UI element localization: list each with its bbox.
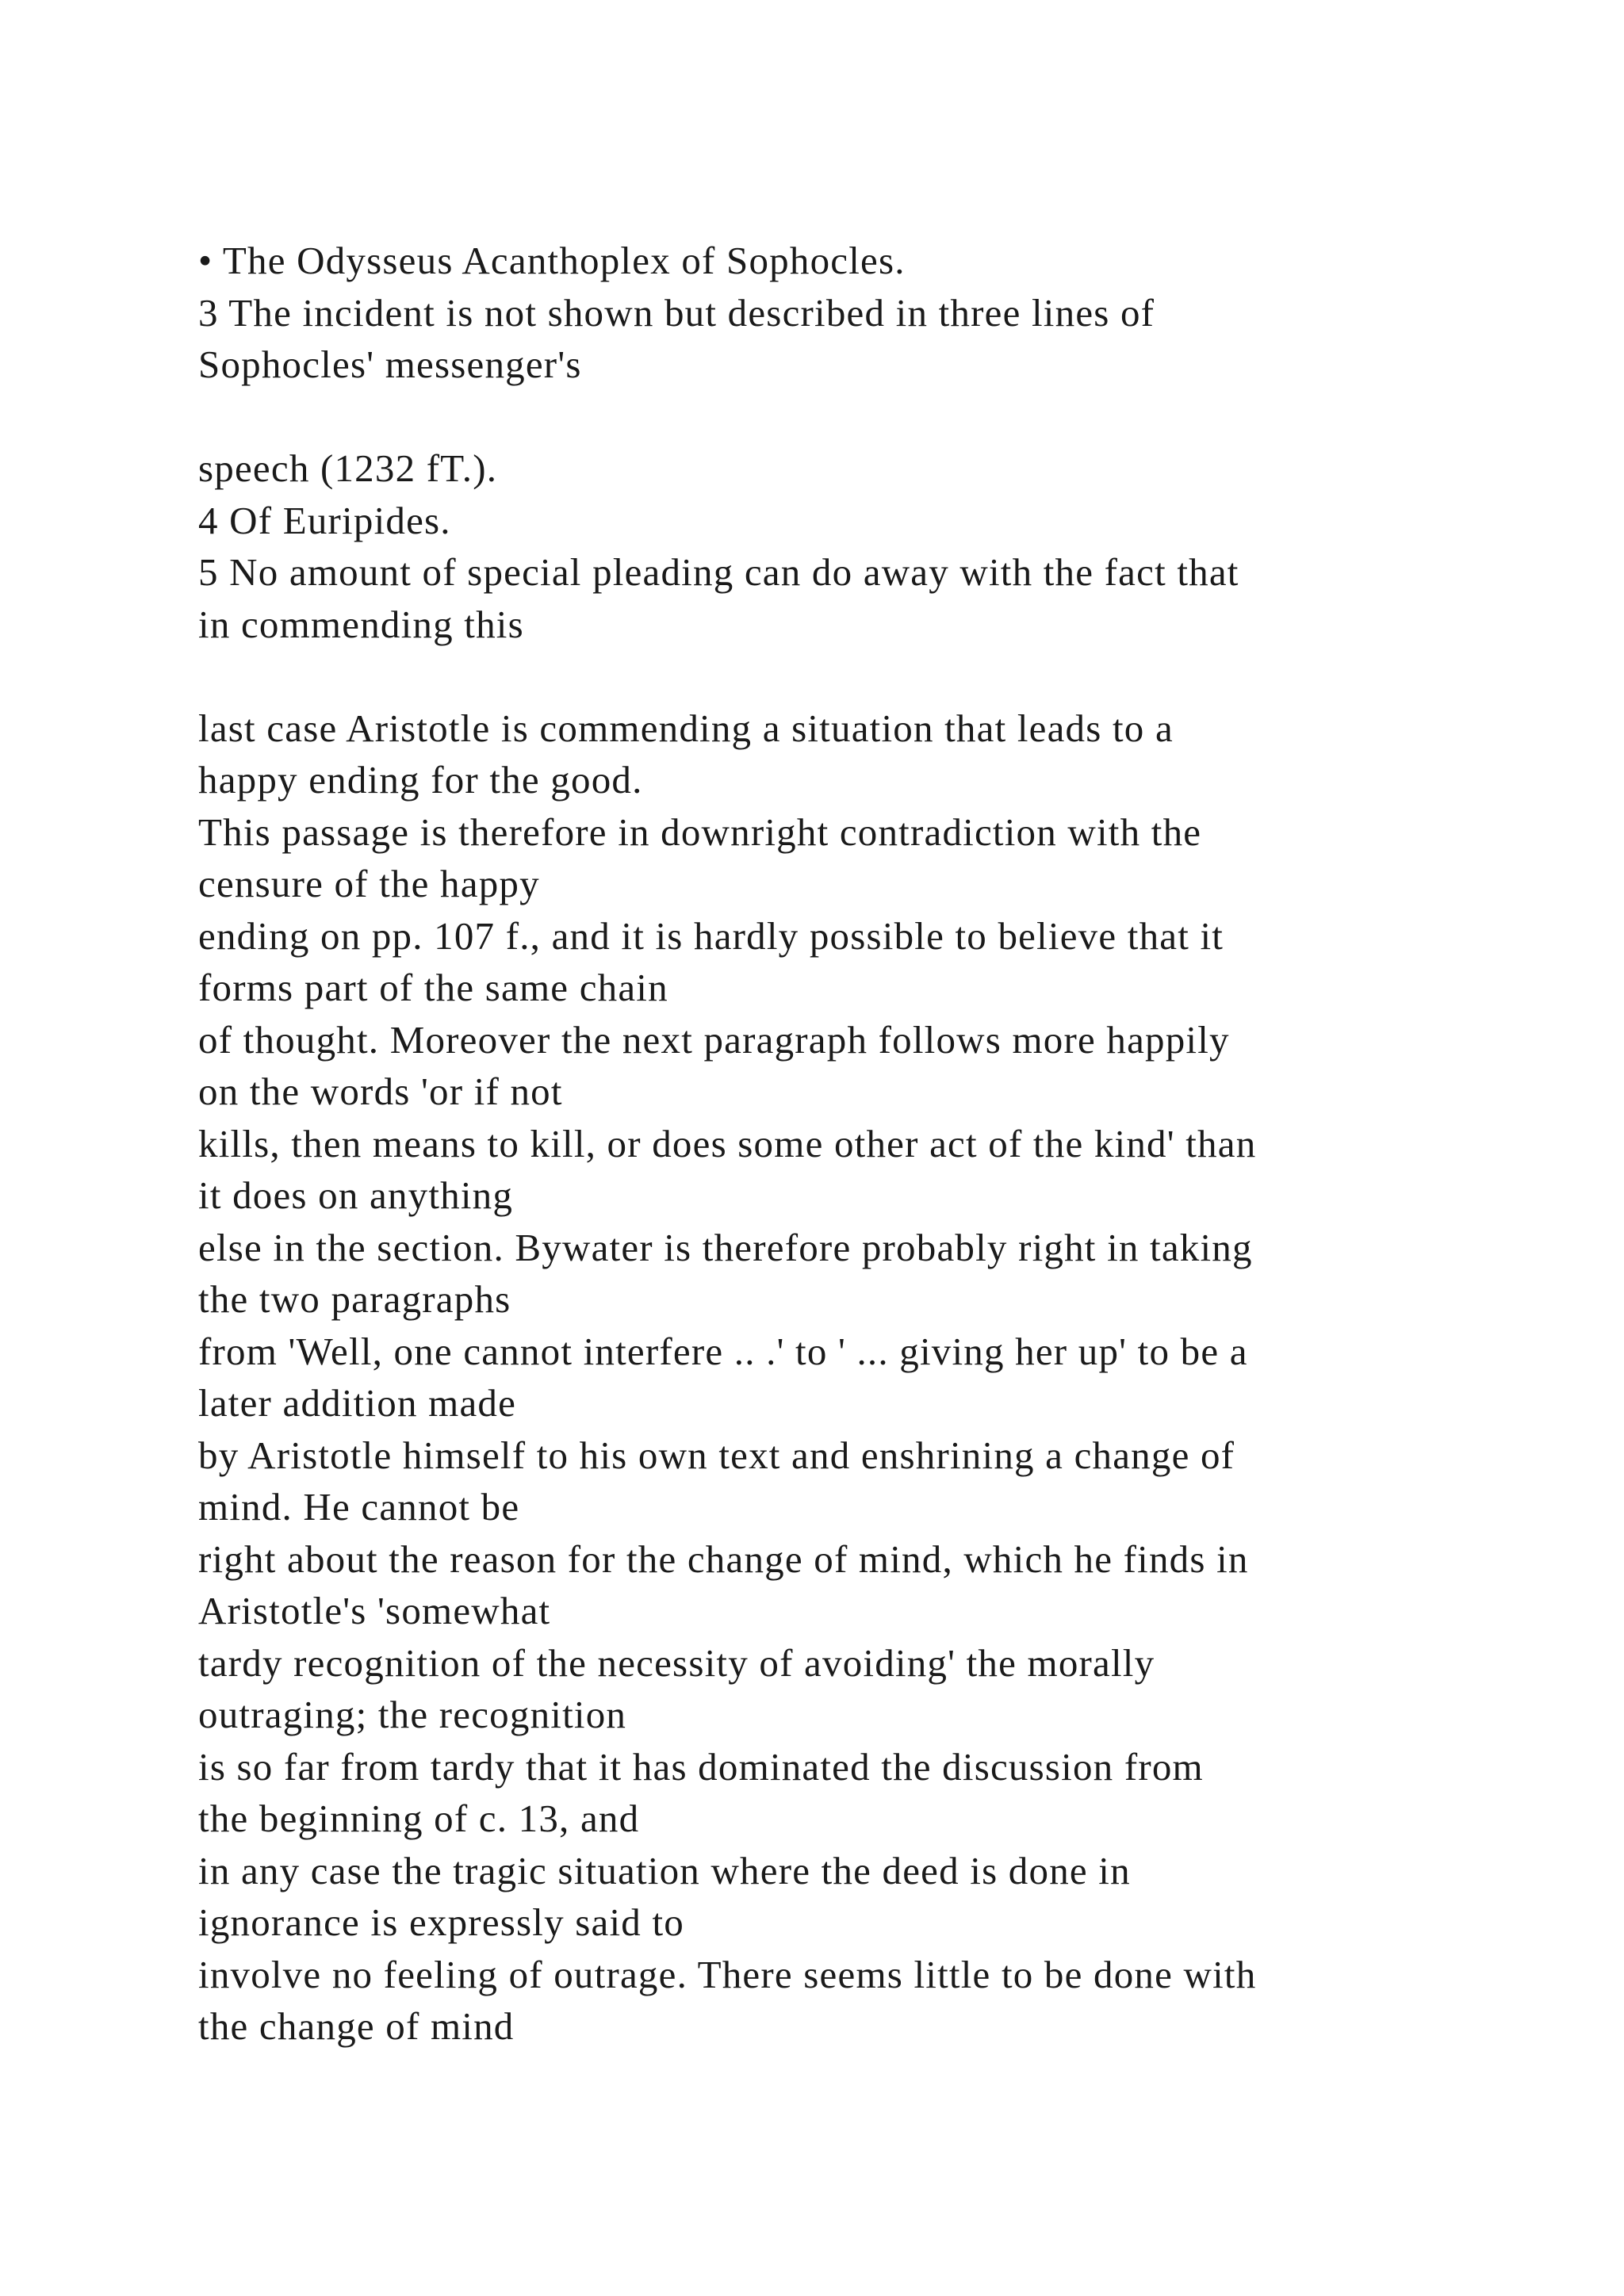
text-line: kills, then means to kill, or does some other act of the kind' than xyxy=(198,1121,1257,1165)
text-line: is so far from tardy that it has dominated the discussion from xyxy=(198,1744,1204,1789)
text-line: 3 The incident is not shown but described in three lines of xyxy=(198,290,1155,335)
text-line: This passage is therefore in downright contradiction with the xyxy=(198,809,1202,854)
text-line: • The Odysseus Acanthoplex of Sophocles. xyxy=(198,239,906,282)
text-line: the beginning of c. 13, and xyxy=(198,1797,640,1840)
text-line: mind. He cannot be xyxy=(198,1485,520,1529)
text-line: right about the reason for the change of mind, which he finds in xyxy=(198,1536,1249,1581)
text-line: ignorance is expressly said to xyxy=(198,1900,684,1944)
text-line: 5 No amount of special pleading can do away with the fact that xyxy=(198,550,1239,594)
blank-line xyxy=(198,391,1499,443)
text-line: speech (1232 fT.). xyxy=(198,446,498,490)
text-line: by Aristotle himself to his own text and enshrining a change of xyxy=(198,1433,1235,1477)
text-line: last case Aristotle is commending a situation that leads to a xyxy=(198,706,1174,750)
text-line: Aristotle's 'somewhat xyxy=(198,1589,551,1632)
text-line: of thought. Moreover the next paragraph follows more happily xyxy=(198,1017,1230,1062)
text-line: else in the section. Bywater is therefore probably right in taking xyxy=(198,1225,1253,1269)
text-line: on the words 'or if not xyxy=(198,1070,563,1113)
text-line: involve no feeling of outrage. There seems little to be done with xyxy=(198,1952,1257,1996)
text-line: in any case the tragic situation where the deed is done in xyxy=(198,1848,1131,1892)
text-line: the two paragraphs xyxy=(198,1277,511,1321)
text-line: from 'Well, one cannot interfere .. .' to ' ... giving her up' to be a xyxy=(198,1329,1248,1373)
text-line: outraging; the recognition xyxy=(198,1693,627,1736)
text-line: in commending this xyxy=(198,602,524,646)
text-line: the change of mind xyxy=(198,2004,515,2048)
document-body xyxy=(198,235,1499,2053)
text-line: forms part of the same chain xyxy=(198,966,668,1009)
text-line: ending on pp. 107 f., and it is hardly possible to believe that it xyxy=(198,913,1224,958)
text-line: happy ending for the good. xyxy=(198,758,643,802)
blank-line xyxy=(198,650,1499,702)
text-line: later addition made xyxy=(198,1381,517,1425)
text-line: Sophocles' messenger's xyxy=(198,342,582,386)
text-line: censure of the happy xyxy=(198,862,540,905)
text-line: it does on anything xyxy=(198,1173,514,1217)
text-line: tardy recognition of the necessity of avoiding' the morally xyxy=(198,1640,1155,1685)
text-line: 4 Of Euripides. xyxy=(198,498,451,542)
